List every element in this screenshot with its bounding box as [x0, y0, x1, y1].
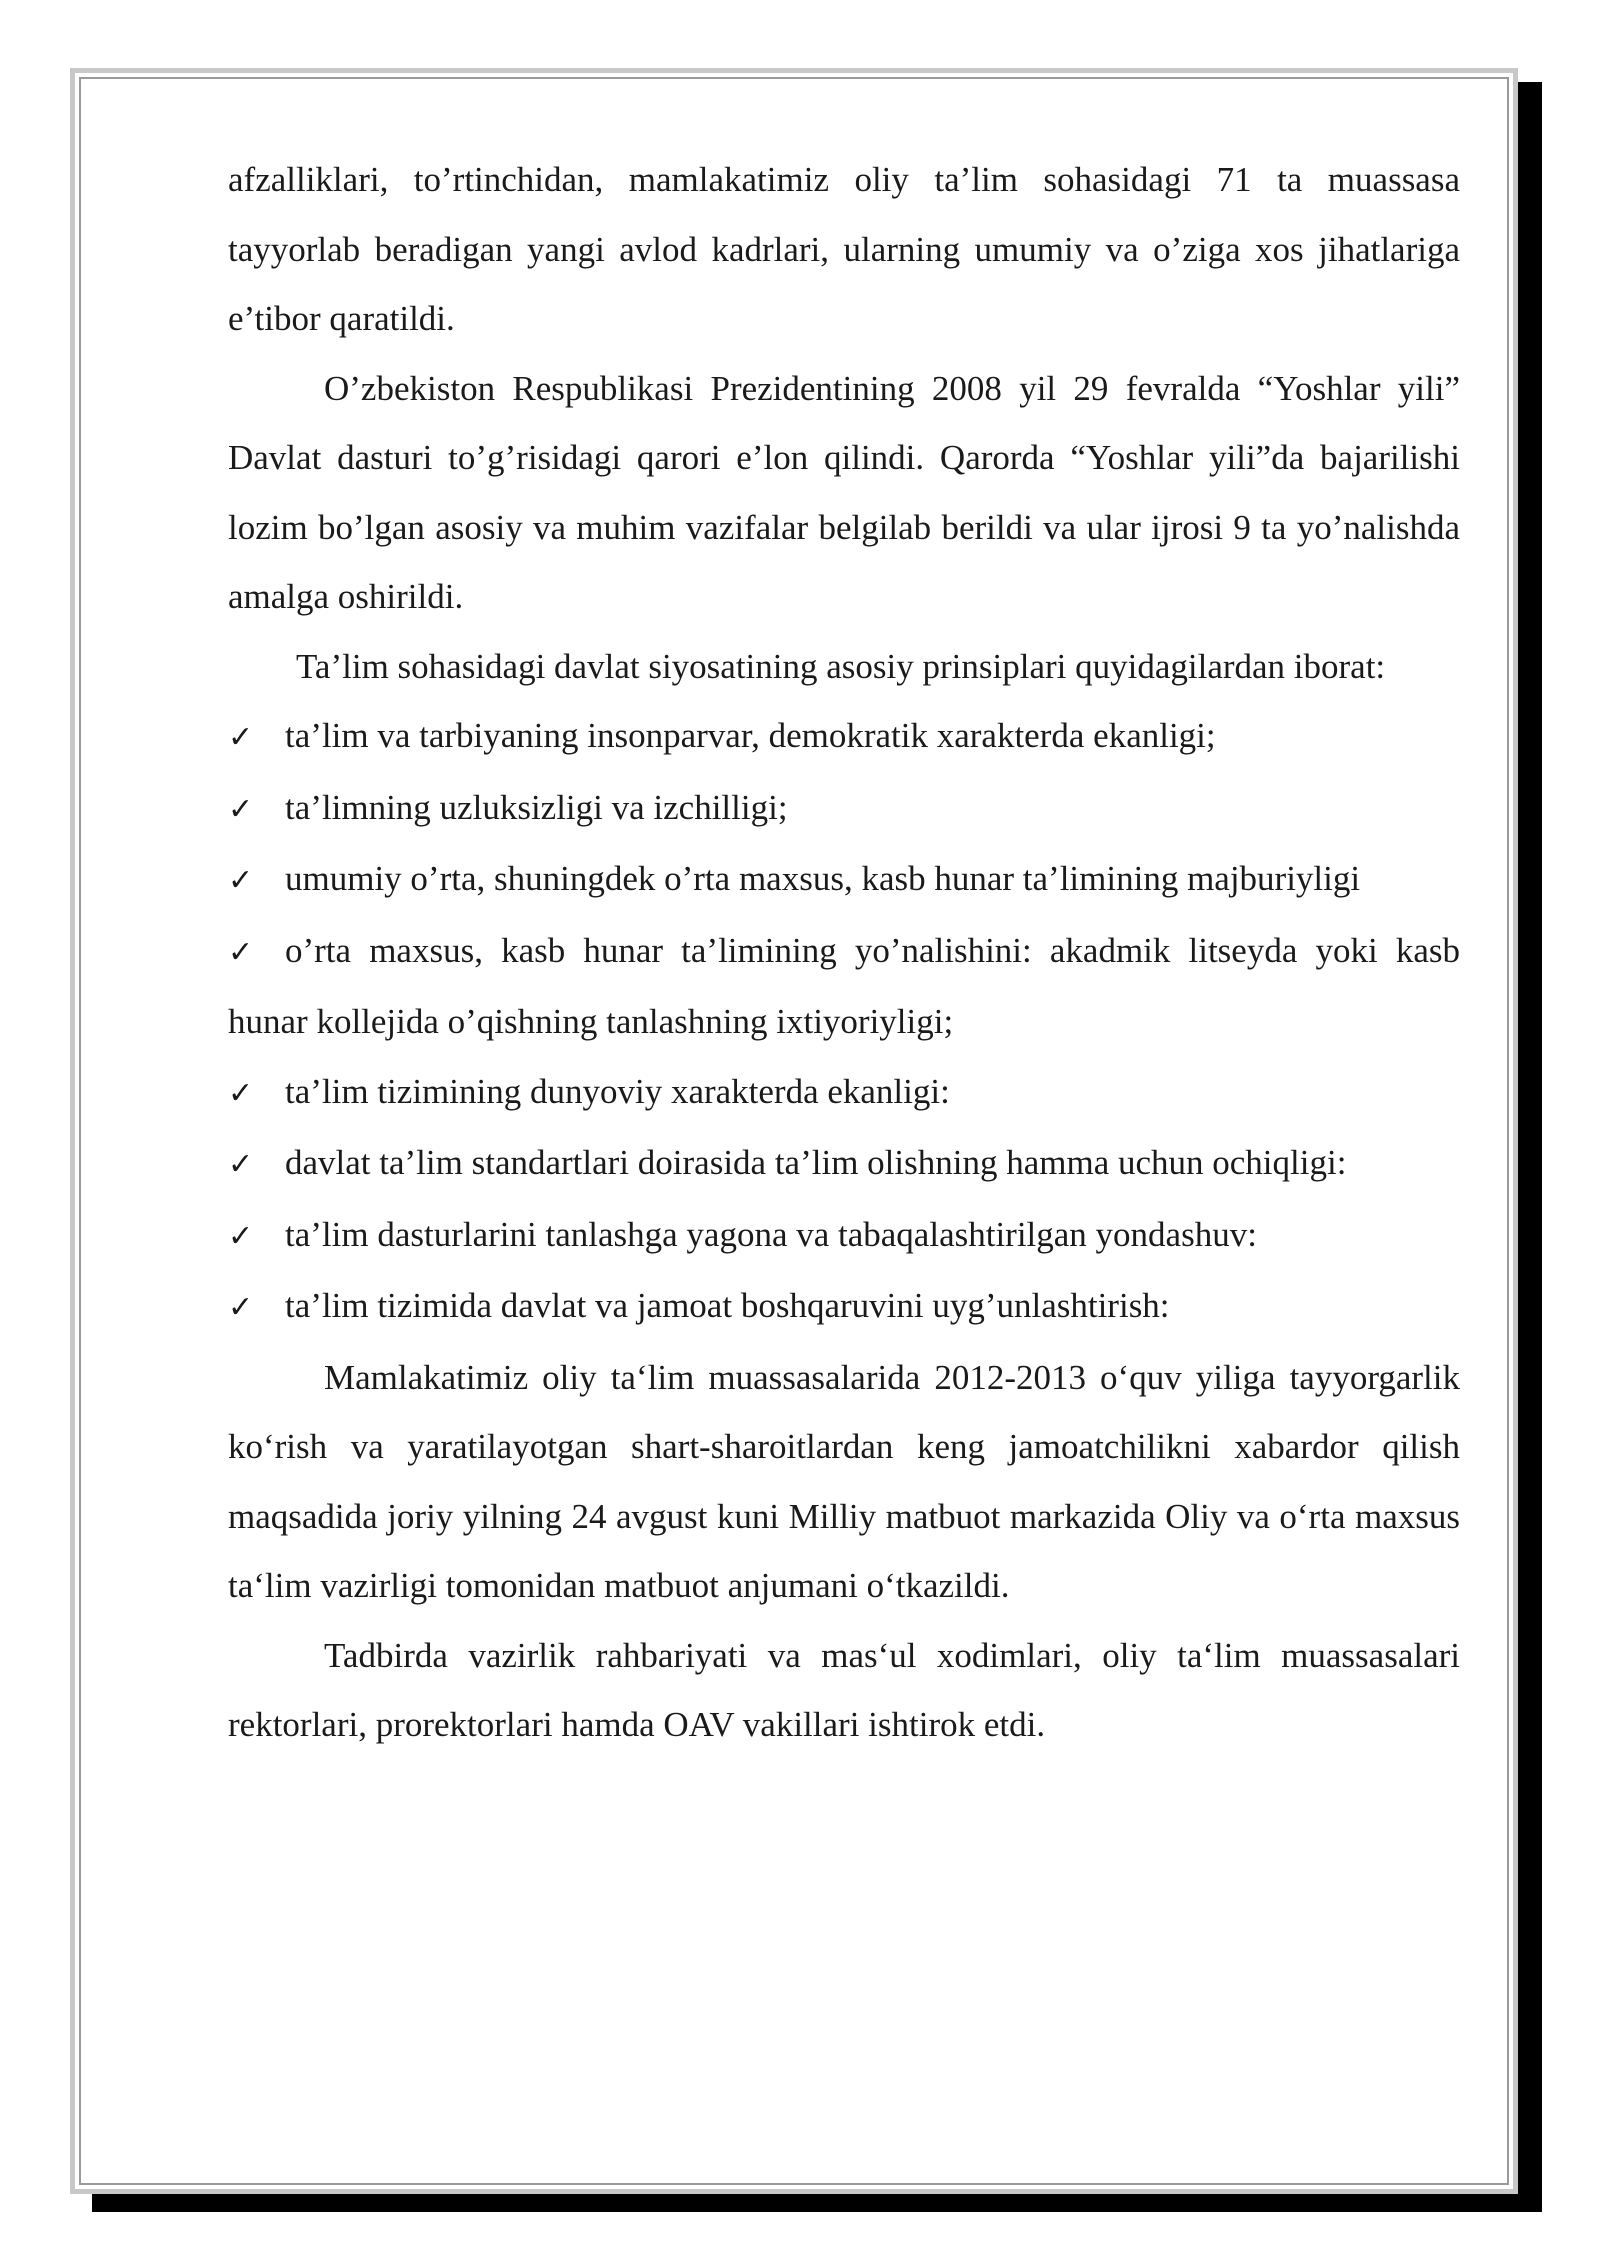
paragraph-intro-continuation: afzalliklari, to’rtinchidan, mamlakatimiz oliy ta’lim sohasidagi 71 ta muassasa tayyorlab beradigan yangi avlod kadrlari, ularning umumiy va o’ziga xos jihatlariga e’tibor qaratildi. — [228, 160, 1460, 338]
list-item-text: o’rta maxsus, kasb hunar ta’limining yo’nalishini: akadmik litseyda yoki kasb hunar kollejida o’qishning tanlashning ixtiyoriyligi; — [228, 930, 1460, 1041]
checkmark-icon: ✓ — [228, 1075, 254, 1111]
paragraph-principles-intro: Ta’lim sohasidagi davlat siyosatining asosiy prinsiplari quyidagilardan iborat: — [296, 646, 1386, 686]
checkmark-icon: ✓ — [228, 1290, 254, 1325]
checkmark-icon: ✓ — [228, 791, 254, 827]
list-item — [228, 1128, 1460, 1200]
paragraph-event-participants: Tadbirda vazirlik rahbariyati va mas‘ul xodimlari, oliy ta‘lim muassasalari rektorlari, prorektorlari hamda OAV vakillari ishtirok etdi. — [228, 1635, 1460, 1744]
checkmark-icon: ✓ — [228, 1147, 254, 1182]
list-item — [228, 701, 1460, 773]
paragraph-youth-year-decree: O’zbekiston Respublikasi Prezidentining 2008 yil 29 fevralda “Yoshlar yili” Davlat dasturi to’g’risidagi qarori e’lon qilindi. Qarorda “Yoshlar yili”da bajarilishi lozim bo’lgan asosiy va muhim vazifalar belgilab berildi va ular ijrosi 9 ta yo’nalishda amalga oshirildi. — [228, 368, 1460, 616]
list-item-text: ta’lim tizimida davlat va jamoat boshqaruvini uyg’unlashtirish: — [285, 1286, 1170, 1325]
paragraph-press-conference: Mamlakatimiz oliy ta‘lim muassasalarida 2012-2013 o‘quv yiliga tayyorgarlik ko‘rish va yaratilayotgan shart-sharoitlardan keng jamoatchilikni xabardor qilish maqsadida joriy yilning 24 avgust kuni Milliy matbuot markazida Oliy va o‘rta maxsus ta‘lim vazirligi tomonidan matbuot anjumani o‘tkazildi. — [228, 1357, 1460, 1605]
list-item — [228, 844, 1460, 916]
list-item-text: davlat ta’lim standartlari doirasida ta’lim olishning hamma uchun ochiqligi: — [285, 1143, 1347, 1182]
page-content — [228, 145, 1460, 1760]
checkmark-icon: ✓ — [228, 1218, 254, 1254]
list-item — [228, 916, 1460, 1057]
principles-list — [228, 701, 1460, 1343]
list-item-text: ta’limning uzluksizligi va izchilligi; — [285, 787, 788, 827]
list-item — [228, 1271, 1460, 1343]
list-item-text: ta’lim tizimining dunyoviy xarakterda ekanligi: — [285, 1071, 950, 1111]
list-item — [228, 1057, 1460, 1129]
checkmark-icon: ✓ — [228, 934, 254, 970]
checkmark-icon: ✓ — [228, 720, 254, 755]
checkmark-icon: ✓ — [228, 863, 254, 898]
list-item — [228, 1200, 1460, 1272]
list-item-text: ta’lim va tarbiyaning insonparvar, demokratik xarakterda ekanligi; — [285, 716, 1216, 755]
list-item-text: ta’lim dasturlarini tanlashga yagona va tabaqalashtirilgan yondashuv: — [285, 1214, 1257, 1254]
list-item-text: umumiy o’rta, shuningdek o’rta maxsus, kasb hunar ta’limining majburiyligi — [285, 859, 1361, 898]
list-item — [228, 773, 1460, 845]
